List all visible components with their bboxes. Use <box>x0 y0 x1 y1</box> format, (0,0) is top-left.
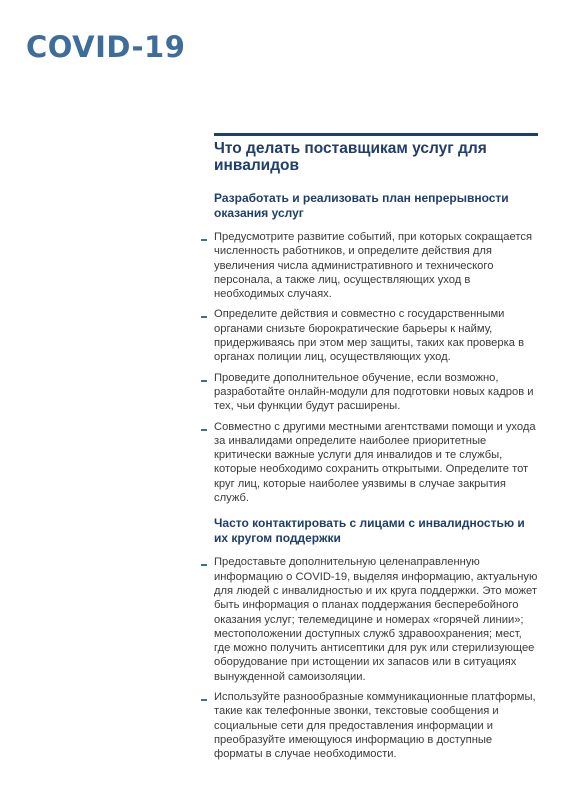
list-item-text: Используйте разнообразные коммуникационные платформы, такие как телефонные звонки, текстовые сообщения и социальные сети для предоставления информации и преобразуйте имеющуюся информацию в доступные форматы в случае необходимости. <box>214 691 536 761</box>
section-continuity-plan <box>214 191 538 505</box>
list-item <box>214 371 538 414</box>
list-item <box>214 690 538 761</box>
list-item <box>214 555 538 684</box>
bullet-list <box>214 555 538 761</box>
brand-title: COVID-19 <box>26 30 186 64</box>
dash-bullet-icon <box>201 699 207 701</box>
section-subheading: Разработать и реализовать план непрерывности оказания услуг <box>214 191 509 220</box>
dash-bullet-icon <box>201 239 207 241</box>
list-item-text: Определите действия и совместно с государственными органами снизьте бюрократические барьеры к найму, придерживаясь при этом мер защиты, таких как проверка в органах полиции лиц, осуществляющих уход. <box>214 308 525 364</box>
list-item-text: Предоставьте дополнительную целенаправленную информацию о COVID-19, выделяя информацию, актуальную для людей с инвалидностью и их круга поддержки. Это может быть информация о планах поддержания бесперебойного оказания услуг; телемедицине и номерах «горячей линии»; местоположении доступных служб здравоохранения; мест, где можно получить антисептики для рук или стерилизующее оборудование при истощении их запасов или в ситуациях вынужденной самоизоляции. <box>214 556 538 683</box>
dash-bullet-icon <box>201 316 207 318</box>
section-subheading: Часто контактировать с лицами с инвалидностью и их кругом поддержки <box>214 516 525 545</box>
dash-bullet-icon <box>201 564 207 566</box>
heading-rule <box>214 133 538 136</box>
bullet-list <box>214 230 538 505</box>
page-heading: Что делать поставщикам услуг для инвалидов <box>214 140 487 174</box>
dash-bullet-icon <box>201 429 207 431</box>
list-item <box>214 230 538 301</box>
list-item-text: Совместно с другими местными агентствами помощи и ухода за инвалидами определите наиболее приоритетные критически важные услуги для инвалидов и те службы, которые необходимо сохранить открытыми. Определите тот круг лиц, которые наиболее уязвимы в случае закрытия служб. <box>214 420 536 505</box>
main-content <box>214 133 538 773</box>
section-frequent-contact <box>214 516 538 761</box>
list-item <box>214 420 538 506</box>
dash-bullet-icon <box>201 380 207 382</box>
list-item-text: Проведите дополнительное обучение, если возможно, разработайте онлайн-модули для подготовки новых кадров и тех, чьи функции будут расширены. <box>214 371 534 413</box>
list-item-text: Предусмотрите развитие событий, при которых сокращается численность работников, и определите действия для увеличения числа административного и технического персонала, а также лиц, осуществляющих уход в необходимых случаях. <box>214 231 533 301</box>
list-item <box>214 307 538 364</box>
